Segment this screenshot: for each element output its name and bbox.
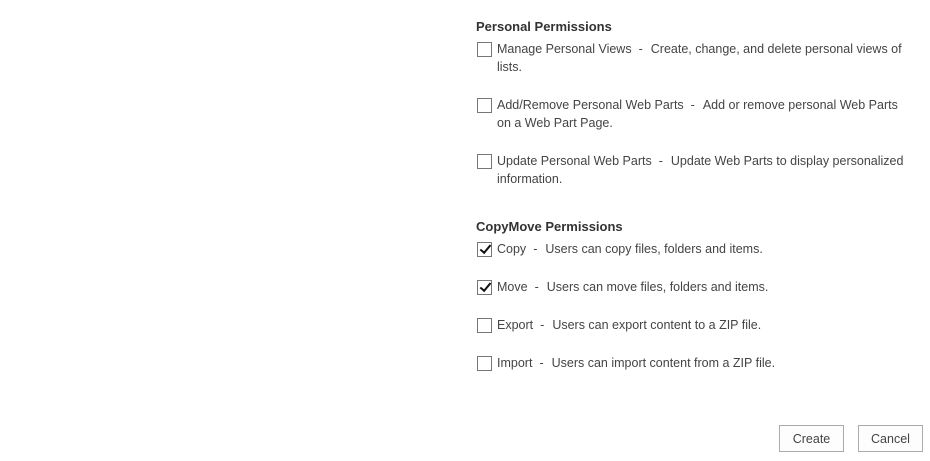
checkbox-update-personal-web-parts[interactable] — [477, 154, 492, 169]
checkbox-manage-personal-views[interactable] — [477, 42, 492, 57]
permission-text — [497, 96, 912, 132]
permission-row-import — [476, 354, 912, 372]
permission-row-move — [476, 278, 912, 296]
permission-text — [497, 152, 912, 188]
section-title-personal-permissions: Personal Permissions — [476, 19, 612, 34]
permission-description: Users can export content to a ZIP file. — [552, 318, 762, 332]
permission-text — [497, 316, 912, 334]
cancel-button[interactable]: Cancel — [858, 425, 923, 452]
permission-separator: - — [534, 280, 539, 294]
permission-separator: - — [533, 242, 538, 256]
permission-label: Update Personal Web Parts — [497, 154, 652, 168]
permission-label: Export — [497, 318, 534, 332]
permission-separator: - — [539, 356, 544, 370]
permission-row-copy — [476, 240, 912, 258]
permission-row-add-remove-personal-web-parts — [476, 96, 912, 132]
checkbox-move[interactable] — [477, 280, 492, 295]
permission-label: Add/Remove Personal Web Parts — [497, 98, 684, 112]
permission-separator: - — [540, 318, 545, 332]
permission-label: Move — [497, 280, 528, 294]
section-title-copymove-permissions: CopyMove Permissions — [476, 219, 623, 234]
permission-row-export — [476, 316, 912, 334]
checkbox-copy[interactable] — [477, 242, 492, 257]
checkbox-add-remove-personal-web-parts[interactable] — [477, 98, 492, 113]
permission-text — [497, 240, 912, 258]
permission-text — [497, 40, 912, 76]
permission-description: Add or remove personal Web Parts on a Web Part Page. — [497, 98, 898, 130]
permission-separator: - — [638, 42, 643, 56]
checkbox-import[interactable] — [477, 356, 492, 371]
permission-separator: - — [658, 154, 663, 168]
permission-row-update-personal-web-parts — [476, 152, 912, 188]
footer-actions — [779, 425, 923, 452]
permission-label: Manage Personal Views — [497, 42, 632, 56]
permission-description: Create, change, and delete personal views of lists. — [497, 42, 902, 74]
checkbox-export[interactable] — [477, 318, 492, 333]
permission-label: Copy — [497, 242, 527, 256]
permission-description: Users can import content from a ZIP file. — [551, 356, 776, 370]
permission-description: Update Web Parts to display personalized information. — [497, 154, 904, 186]
permission-separator: - — [690, 98, 695, 112]
permission-row-manage-personal-views — [476, 40, 912, 76]
permission-description: Users can copy files, folders and items. — [545, 242, 763, 256]
permission-text — [497, 354, 912, 372]
section-personal-permissions — [476, 19, 912, 188]
permission-text — [497, 278, 912, 296]
create-button[interactable]: Create — [779, 425, 844, 452]
permission-description: Users can move files, folders and items. — [546, 280, 769, 294]
permissions-form — [476, 19, 912, 372]
permission-label: Import — [497, 356, 533, 370]
section-copymove-permissions — [476, 219, 912, 372]
